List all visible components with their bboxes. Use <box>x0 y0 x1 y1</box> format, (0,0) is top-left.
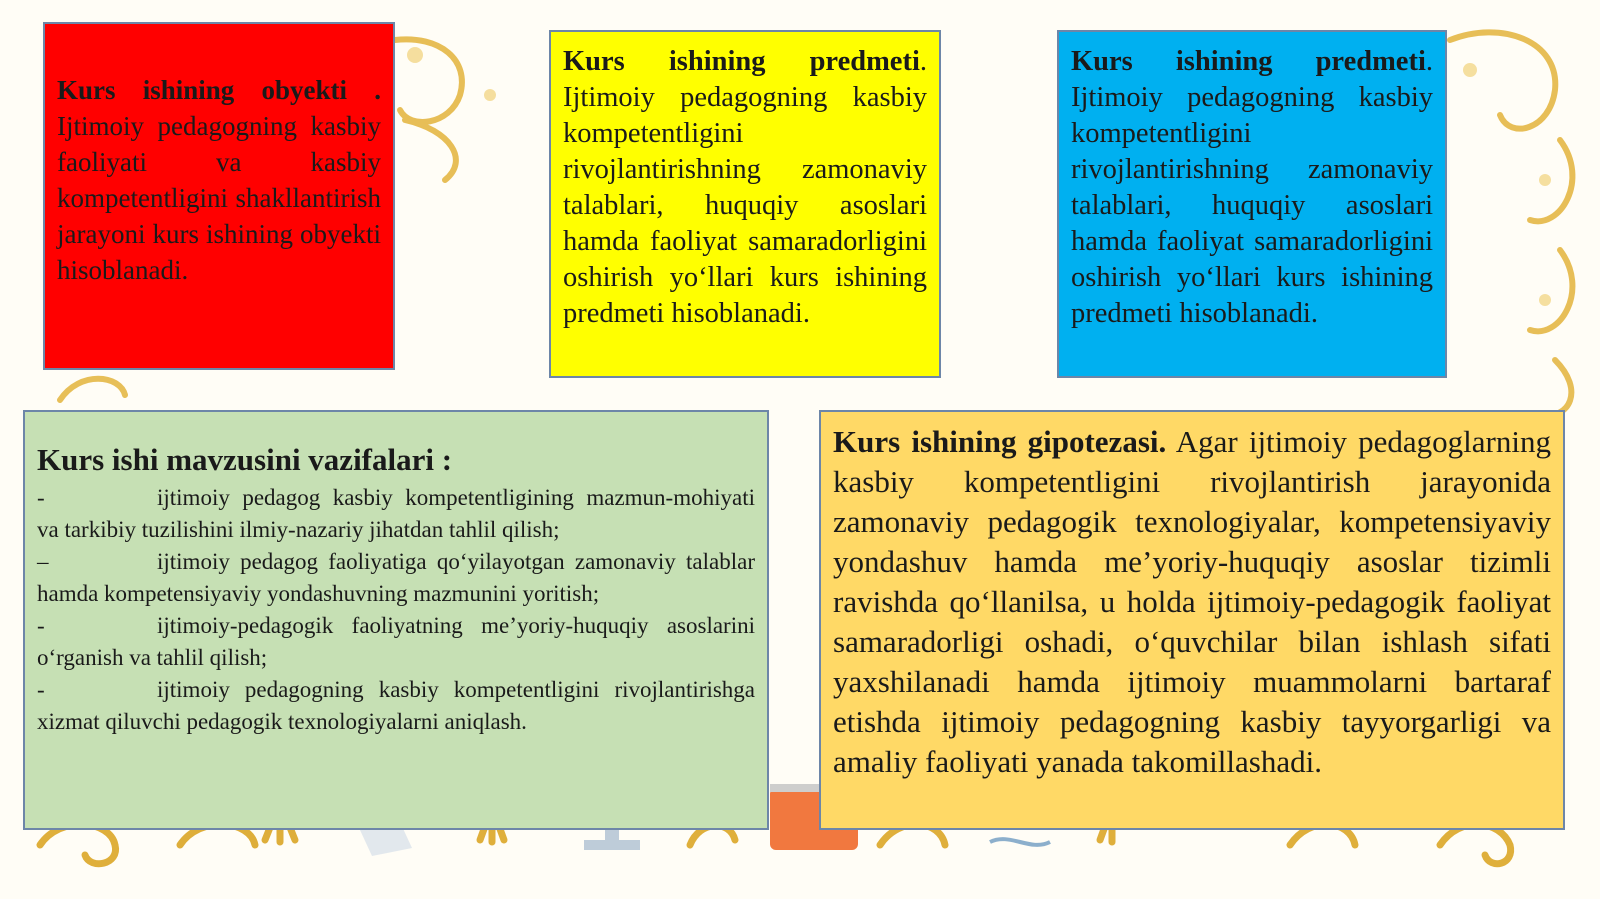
task-marker: – <box>37 549 49 574</box>
object-paragraph <box>57 72 381 288</box>
task-item <box>37 610 755 674</box>
subject-yellow-paragraph <box>563 44 927 332</box>
subject-yellow-title: Kurs ishining predmeti <box>563 46 920 77</box>
task-item <box>37 674 755 738</box>
hypothesis-box <box>819 410 1565 830</box>
subject-blue-title: Kurs ishining predmeti <box>1071 46 1426 77</box>
task-text: ijtimoiy pedagog kasbiy kompetentligining mazmun-mohiyati va tarkibiy tuzilishini ilmiy-nazariy jihatdan tahlil qilish; <box>37 485 755 542</box>
tasks-heading: Kurs ishi mavzusini vazifalari : <box>37 442 453 477</box>
task-item <box>37 546 755 610</box>
subject-blue-text: Ijtimoiy pedagogning kasbiy kompetentligini rivojlantirishning zamonaviy talablari, huquqiy asoslari hamda faoliyat samaradorligini oshirish yo‘llari kurs ishining predmeti hisoblanadi. <box>1071 82 1433 329</box>
task-text: ijtimoiy-pedagogik faoliyatning me’yoriy-huquqiy asoslarini o‘rganish va tahlil qilish; <box>37 613 755 670</box>
hypothesis-paragraph <box>833 422 1551 782</box>
task-marker: - <box>37 677 45 702</box>
object-box <box>43 22 395 370</box>
task-text: ijtimoiy pedagogning kasbiy kompetentligini rivojlantirishga xizmat qiluvchi pedagogik texnologiyalarni aniqlash. <box>37 677 755 734</box>
object-text: Ijtimoiy pedagogning kasbiy faoliyati va kasbiy kompetentligini shakllantirish jarayoni kurs ishining obyekti hisoblanadi. <box>57 111 381 285</box>
task-item <box>37 482 755 546</box>
hypothesis-title: Kurs ishining gipotezasi. <box>833 424 1167 459</box>
task-marker: - <box>37 613 45 638</box>
subject-blue-paragraph <box>1071 44 1433 332</box>
subject-box-yellow <box>549 30 941 378</box>
task-marker: - <box>37 485 45 510</box>
hypothesis-text: Agar ijtimoiy pedagoglarning kasbiy kompetentligini rivojlantirish jarayonida zamonaviy pedagogik texnologiyalar, kompetensiyaviy yondashuv hamda me’yoriy-huquqiy asoslar tizimli ravishda qo‘llanilsa, u holda ijtimoiy-pedagogik faoliyat samaradorligi oshadi, o‘quvchilar bilan ishlash sifati yaxshilanadi hamda ijtimoiy muammolarni bartaraf etishda ijtimoiy pedagogning kasbiy tayyorgarligi va amaliy faoliyati yanada takomillashadi. <box>833 424 1551 779</box>
subject-yellow-title-suffix: . <box>919 46 927 77</box>
task-text: ijtimoiy pedagog faoliyatiga qo‘yilayotgan zamonaviy talablar hamda kompetensiyaviy yondashuvning mazmunini yoritish; <box>37 549 755 606</box>
subject-yellow-text: Ijtimoiy pedagogning kasbiy kompetentligini rivojlantirishning zamonaviy talablari, huquqiy asoslari hamda faoliyat samaradorligini oshirish yo‘llari kurs ishining predmeti hisoblanadi. <box>563 82 927 329</box>
object-title-suffix: . <box>347 75 382 105</box>
subject-blue-title-suffix: . <box>1425 46 1433 77</box>
subject-box-blue <box>1057 30 1447 378</box>
object-title: Kurs ishining obyekti <box>57 75 348 105</box>
tasks-box <box>23 410 769 830</box>
